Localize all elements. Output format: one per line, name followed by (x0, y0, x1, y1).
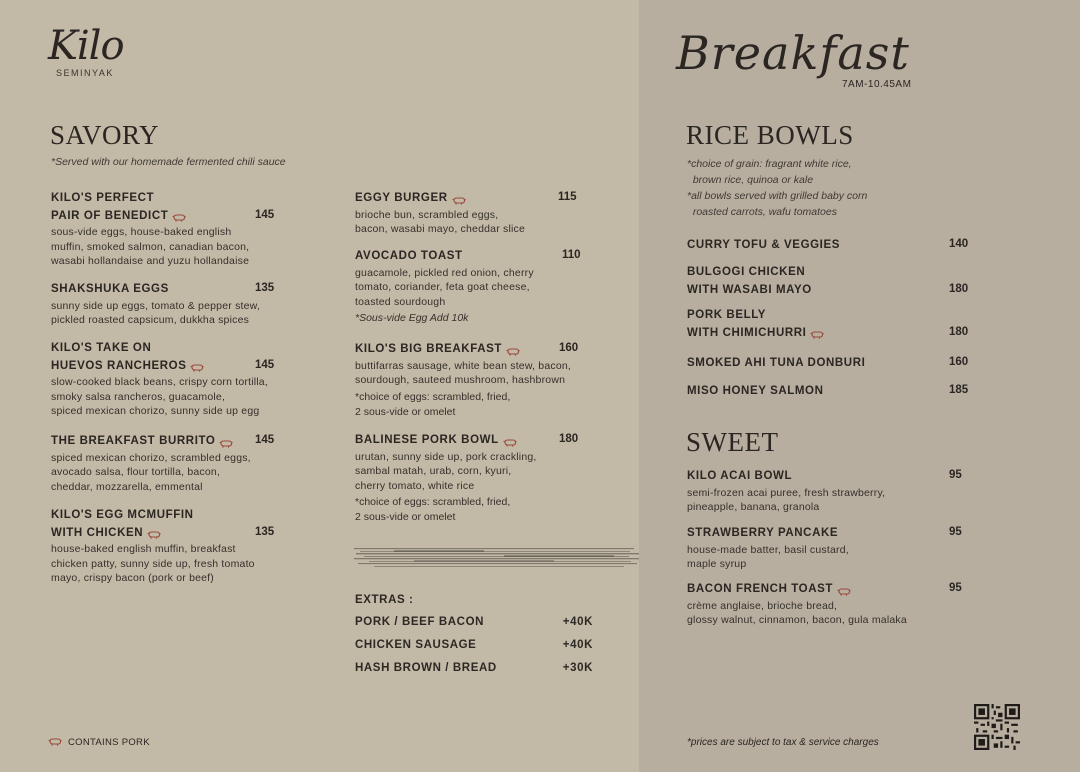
item-name-line: KILO'S BIG BREAKFAST (355, 341, 605, 359)
menu-item (51, 281, 291, 328)
item-price: 110 (562, 249, 581, 261)
item-description: guacamole, pickled red onion, cherry tomato, coriander, feta goat cheese, toasted sourdough (355, 266, 534, 308)
logo (48, 23, 124, 78)
item-name-line: KILO ACAI BOWL (687, 470, 793, 482)
item-extra-note: *choice of eggs: scrambled, fried, 2 sous-vide or omelet (355, 390, 511, 418)
menu-item (355, 432, 595, 525)
item-price: 160 (559, 342, 579, 354)
menu-item (687, 468, 972, 515)
item-description: crème anglaise, brioche bread, glossy walnut, cinnamon, bacon, gula malaka (687, 599, 907, 626)
item-description: house-made batter, basil custard, maple syrup (687, 543, 849, 570)
item-name-line: KILO'S PERFECT (51, 192, 155, 204)
item-name-line: HUEVOS RANCHEROS (51, 358, 301, 376)
price-footnote: *prices are subject to tax & service charges (687, 737, 879, 748)
item-price: 135 (255, 526, 275, 538)
logo-script: Kilo (48, 23, 124, 69)
rice-bowls-note: *choice of grain: fragrant white rice, brown rice, quinoa or kale *all bowls served with grilled baby corn roasted carrots, wafu tomatoes (687, 158, 868, 218)
pig-icon (506, 345, 520, 353)
item-price: 160 (949, 356, 969, 368)
extra-price: +40K (562, 616, 593, 628)
savory-note: *Served with our homemade fermented chili sauce (51, 156, 286, 168)
item-name-line: PAIR OF BENEDICT (51, 208, 276, 226)
item-description: slow-cooked black beans, crispy corn tortilla, smoky salsa rancheros, guacamole, spiced mexican chorizo, sunny side up egg (51, 376, 268, 417)
menu-item (687, 581, 972, 628)
legend-label: CONTAINS PORK (68, 737, 150, 748)
extras-title: EXTRAS : (355, 594, 414, 606)
item-price: 180 (949, 326, 969, 338)
pig-icon (219, 437, 233, 445)
menu-item (355, 248, 590, 326)
item-name-line: WITH CHICKEN (51, 525, 291, 543)
item-name-line: BULGOGI CHICKEN (687, 266, 806, 278)
menu-item (687, 237, 972, 255)
item-price: 145 (255, 209, 275, 221)
item-description: sous-vide eggs, house-baked english muffin, smoked salmon, canadian bacon, wasabi hollandaise and yuzu hollandaise (51, 226, 250, 267)
rice-bowls-title: RICE BOWLS (686, 120, 854, 150)
pig-icon (190, 361, 204, 369)
item-name-line: KILO'S EGG MCMUFFIN (51, 509, 194, 521)
menu-item (687, 355, 972, 373)
item-extra-note: *choice of eggs: scrambled, fried, 2 sous-vide or omelet (355, 496, 511, 523)
item-price: 95 (949, 469, 962, 481)
item-price: 135 (255, 282, 275, 294)
menu-item (687, 525, 972, 572)
item-description: house-baked english muffin, breakfast chicken patty, sunny side up, fresh tomato mayo, crispy bacon (pork or beef) (51, 543, 255, 584)
extra-row (355, 616, 593, 628)
item-name-line: EGGY BURGER (355, 190, 585, 208)
breakfast-title: Breakfast (676, 26, 910, 80)
item-description: semi-frozen acai puree, fresh strawberry, pineapple, banana, granola (687, 486, 886, 513)
item-description: buttifarras sausage, white bean stew, bacon, sourdough, sauteed mushroom, hashbrown (355, 359, 572, 386)
pig-icon (48, 738, 62, 746)
menu-item (51, 340, 301, 419)
logo-subtitle: SEMINYAK (56, 68, 114, 78)
extra-price: +30K (562, 662, 593, 674)
breakfast-hours: 7AM-10.45AM (842, 79, 912, 90)
item-price: 180 (559, 433, 579, 445)
item-price: 145 (255, 434, 275, 446)
menu-item (51, 190, 276, 269)
extra-row (355, 662, 593, 674)
sweet-title: SWEET (686, 427, 779, 457)
item-price: 95 (949, 582, 962, 594)
menu-item (687, 264, 972, 299)
pig-icon (810, 328, 824, 336)
item-description: spiced mexican chorizo, scrambled eggs, avocado salsa, flour tortilla, bacon, cheddar, mozzarella, emmental (51, 451, 251, 493)
item-name-line: CURRY TOFU & VEGGIES (687, 239, 841, 251)
item-name-line: THE BREAKFAST BURRITO (51, 433, 291, 451)
extra-name: HASH BROWN / BREAD (355, 662, 497, 674)
extra-row (355, 639, 593, 651)
item-price: 145 (255, 359, 275, 371)
pig-icon (452, 194, 466, 202)
item-price: 140 (949, 238, 969, 250)
pig-icon (503, 436, 517, 444)
item-name-line: KILO'S TAKE ON (51, 342, 152, 354)
brush-stroke-decoration (354, 545, 639, 569)
menu-item (51, 507, 291, 586)
item-name-line: BACON FRENCH TOAST (687, 581, 972, 599)
item-name-line: SHAKSHUKA EGGS (51, 283, 169, 295)
item-extra-note: *Sous-vide Egg Add 10k (355, 312, 469, 324)
item-price: 115 (558, 191, 577, 203)
item-name-line: BALINESE PORK BOWL (355, 432, 595, 450)
pig-icon (147, 528, 161, 536)
pig-icon (172, 211, 186, 219)
menu-item (687, 307, 972, 342)
savory-title: SAVORY (50, 120, 160, 150)
item-price: 180 (949, 283, 969, 295)
item-name-line: AVOCADO TOAST (355, 250, 463, 262)
qr-code[interactable] (974, 704, 1020, 750)
item-description: urutan, sunny side up, pork crackling, sambal matah, urab, corn, kyuri, cherry tomato, white rice (355, 450, 537, 492)
item-price: 95 (949, 526, 962, 538)
menu-item (51, 433, 291, 494)
extra-name: PORK / BEEF BACON (355, 616, 485, 628)
item-name-line: MISO HONEY SALMON (687, 385, 824, 397)
item-name-line: PORK BELLY (687, 309, 767, 321)
menu-item (355, 341, 605, 420)
legend (48, 737, 150, 748)
item-name-line: WITH WASABI MAYO (687, 283, 812, 296)
item-price: 185 (949, 384, 969, 396)
item-name-line: SMOKED AHI TUNA DONBURI (687, 357, 866, 369)
extra-price: +40K (562, 639, 593, 651)
extra-name: CHICKEN SAUSAGE (355, 639, 477, 651)
item-description: brioche bun, scrambled eggs, bacon, wasabi mayo, cheddar slice (355, 208, 526, 235)
pig-icon (837, 585, 851, 593)
item-name-line: WITH CHIMICHURRI (687, 325, 972, 343)
menu-item (687, 383, 972, 401)
menu-item (355, 190, 585, 237)
item-description: sunny side up eggs, tomato & pepper stew, pickled roasted capsicum, dukkha spices (51, 299, 260, 326)
item-name-line: STRAWBERRY PANCAKE (687, 527, 839, 539)
